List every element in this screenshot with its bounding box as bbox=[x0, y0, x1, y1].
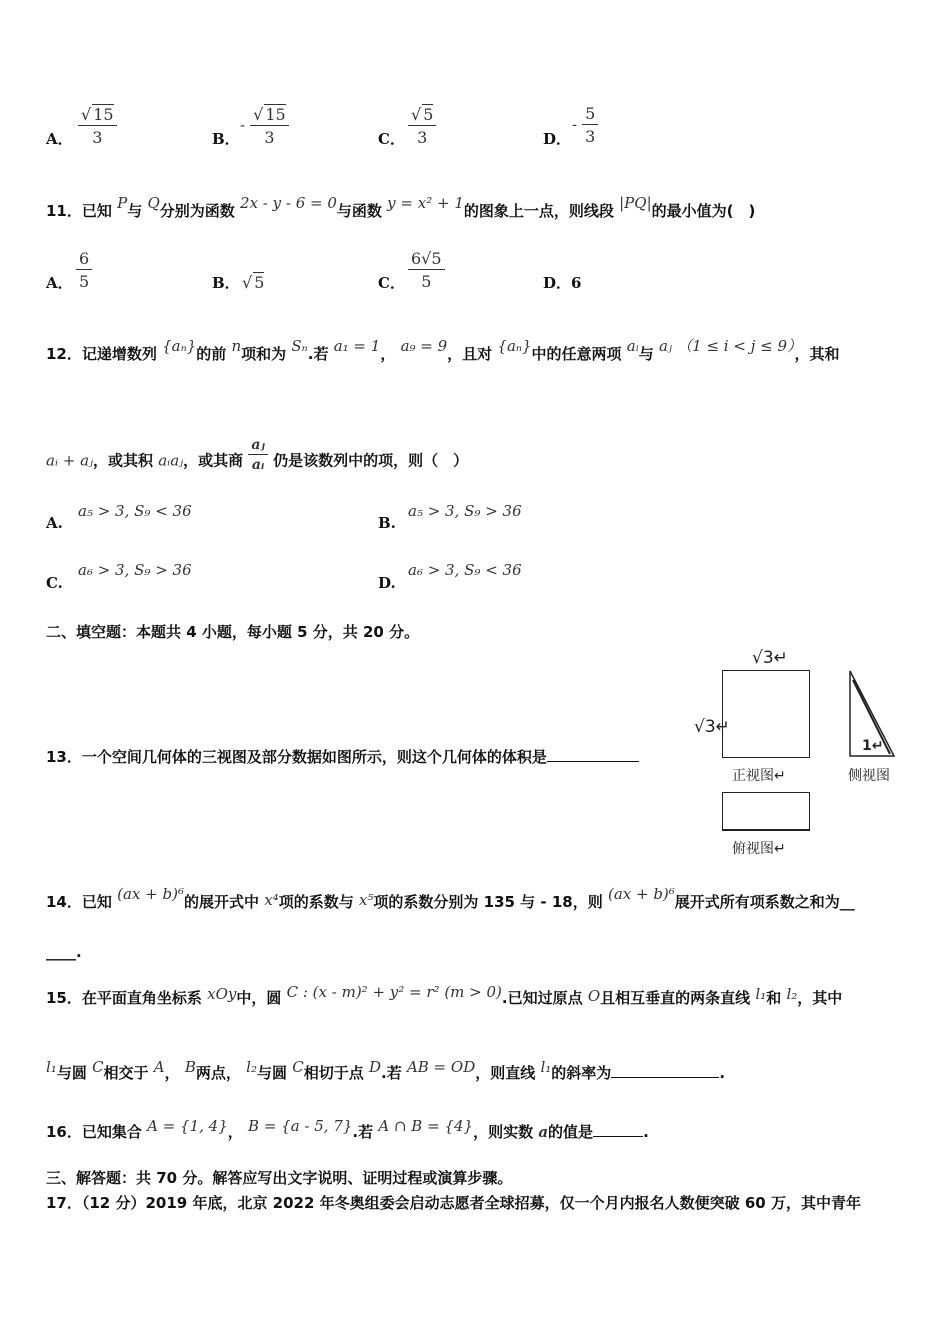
math: x⁵ bbox=[358, 891, 374, 909]
denominator: aᵢ bbox=[251, 457, 265, 473]
q10-option-d bbox=[543, 128, 571, 149]
front-view-height-label: √3↵ bbox=[694, 717, 730, 737]
option-label: D． bbox=[543, 130, 572, 148]
q11-option-a-value bbox=[76, 249, 92, 291]
section-heading-fill-in: 二、填空题：本题共 4 小题，每小题 5 分，共 20 分。 bbox=[46, 623, 420, 641]
question-number: 11． bbox=[46, 202, 82, 220]
math: A bbox=[153, 1058, 165, 1076]
q14-answer-blank: ____. bbox=[46, 943, 82, 961]
q11-option-b-value: √ 5 bbox=[242, 273, 265, 292]
text: .若 bbox=[381, 1064, 402, 1082]
q10-option-c-value: $\frac{√ 5}{3}$ bbox=[408, 104, 436, 147]
text: .若 bbox=[307, 345, 329, 363]
math: y = x² + 1 bbox=[387, 194, 464, 212]
text: . bbox=[643, 1123, 649, 1141]
text: 已知 bbox=[81, 202, 112, 220]
math: Sₙ bbox=[291, 337, 308, 355]
option-label: B． bbox=[212, 130, 240, 148]
numerator: 5 bbox=[582, 104, 598, 125]
math: x⁴ bbox=[264, 891, 279, 909]
math: l₁ bbox=[540, 1058, 552, 1076]
numerator: 6√5 bbox=[408, 249, 445, 270]
q15-stem-line1 bbox=[46, 983, 843, 1008]
math: （1 ≤ i < j ≤ 9） bbox=[677, 337, 795, 355]
math: 2x - y - 6 = 0 bbox=[240, 194, 337, 212]
math: l₁ bbox=[46, 1058, 57, 1076]
answer-blank bbox=[593, 1122, 643, 1137]
section-heading-solutions: 三、解答题：共 70 分。解答应写出文字说明、证明过程或演算步骤。 bbox=[46, 1169, 513, 1187]
option-label: D．6 bbox=[543, 274, 582, 292]
text: 在平面直角坐标系 bbox=[81, 989, 202, 1007]
text: ，或其商 bbox=[183, 451, 244, 470]
text: 相切于点 bbox=[303, 1064, 364, 1082]
text: 已知集合 bbox=[81, 1123, 142, 1141]
q12-option-a bbox=[46, 514, 63, 532]
q10-option-d-value bbox=[572, 104, 598, 146]
text: 仍是该数列中的项，则（ ） bbox=[273, 451, 469, 470]
text: 的值是 bbox=[548, 1123, 594, 1141]
question-number: 16． bbox=[46, 1123, 82, 1141]
math: {aₙ} bbox=[497, 337, 532, 355]
text: 与圆 bbox=[56, 1064, 87, 1082]
q11-stem bbox=[46, 194, 756, 221]
q12-option-d-value: a₆ > 3, S₉ < 36 bbox=[408, 561, 522, 579]
math: A = {1, 4} bbox=[147, 1117, 228, 1135]
q11-option-c bbox=[378, 272, 405, 293]
text: 的最小值为( ) bbox=[651, 202, 756, 220]
q10-option-a-value: $\frac{√ 15}{3}$ bbox=[78, 104, 117, 147]
denominator: 3 bbox=[585, 127, 596, 146]
text: 分别为函数 bbox=[159, 202, 235, 220]
text: 相交于 bbox=[103, 1064, 149, 1082]
front-view-width-label: √3↵ bbox=[752, 648, 788, 668]
text: 中的任意两项 bbox=[531, 345, 622, 363]
option-label: C． bbox=[378, 130, 405, 148]
math: aᵢ bbox=[626, 337, 639, 355]
denominator: 5 bbox=[79, 272, 90, 291]
text: （12 分）2019 年底，北京 2022 年冬奥组委会启动志愿者全球招募，仅一个月内报名人数便突破 60 万，其中青年 bbox=[81, 1194, 861, 1212]
math: aᵢaⱼ bbox=[158, 451, 184, 470]
numerator: 5 bbox=[423, 105, 434, 124]
denominator: 3 bbox=[92, 128, 103, 147]
q11-option-b bbox=[212, 272, 240, 293]
math: D bbox=[368, 1058, 381, 1076]
q12-option-b bbox=[378, 514, 396, 532]
text: 和 bbox=[766, 989, 782, 1007]
option-label: A． bbox=[46, 274, 73, 292]
math: l₂ bbox=[786, 985, 798, 1003]
text: 与函数 bbox=[336, 202, 382, 220]
math: (ax + b)⁶ bbox=[607, 885, 675, 903]
question-number: 14． bbox=[46, 893, 82, 911]
math: C bbox=[92, 1058, 104, 1076]
text: ， bbox=[164, 1064, 180, 1082]
answer-blank bbox=[611, 1063, 719, 1078]
numerator: 6 bbox=[76, 249, 92, 270]
text: 两点， bbox=[195, 1064, 241, 1082]
math: n bbox=[231, 337, 242, 355]
q12-stem-line1 bbox=[46, 337, 840, 364]
q10-option-b-value: - $\frac{√ 15}{3}$ bbox=[240, 104, 289, 147]
math: B = {a - 5, 7} bbox=[248, 1117, 353, 1135]
text: 与圆 bbox=[256, 1064, 287, 1082]
q16-stem bbox=[46, 1117, 649, 1142]
radicand: 5 bbox=[254, 273, 265, 292]
question-number: 13． bbox=[46, 748, 82, 766]
denominator: 3 bbox=[264, 128, 275, 147]
q12-option-a-value: a₅ > 3, S₉ < 36 bbox=[78, 502, 192, 520]
text: 中，圆 bbox=[236, 989, 282, 1007]
text: 的图象上一点，则线段 bbox=[463, 202, 614, 220]
math: C : (x - m)² + y² = r² (m > 0) bbox=[286, 983, 502, 1001]
option-label: D. bbox=[378, 574, 396, 592]
math: O bbox=[587, 987, 601, 1005]
text: 与 bbox=[127, 202, 143, 220]
text: ，其中 bbox=[797, 989, 843, 1007]
front-view-square bbox=[722, 670, 810, 758]
q10-option-b bbox=[212, 128, 240, 149]
option-label: B. bbox=[378, 514, 396, 532]
math: {aₙ} bbox=[162, 337, 197, 355]
top-view-rectangle bbox=[722, 792, 810, 831]
option-label: B． bbox=[212, 274, 240, 292]
text: ，或其积 bbox=[92, 451, 153, 470]
text: 项的系数分别为 135 与 - 18，则 bbox=[373, 893, 603, 911]
math: xOy bbox=[207, 985, 237, 1003]
q12-stem-line2 bbox=[46, 437, 469, 479]
math: aᵢ + aⱼ bbox=[46, 451, 93, 470]
text: 与 bbox=[638, 345, 654, 363]
minus-sign: - bbox=[240, 116, 246, 134]
q13-stem bbox=[46, 746, 639, 767]
option-label: A. bbox=[46, 514, 63, 532]
text: 的展开式中 bbox=[183, 893, 259, 911]
numerator: 15 bbox=[93, 105, 114, 124]
math: A ∩ B = {4} bbox=[378, 1117, 474, 1135]
option-label: A． bbox=[46, 130, 73, 148]
text: 展开式所有项系数之和为__ bbox=[674, 893, 855, 911]
math: P bbox=[117, 194, 128, 212]
text: 项和为 bbox=[241, 345, 287, 363]
text: . bbox=[719, 1064, 726, 1082]
math: a₁ = 1 bbox=[333, 337, 381, 355]
text: ，则实数 bbox=[473, 1123, 534, 1141]
math: B bbox=[184, 1058, 196, 1076]
top-view-caption: 俯视图↵ bbox=[732, 841, 786, 857]
q10-option-c bbox=[378, 128, 405, 149]
question-number: 12． bbox=[46, 345, 82, 363]
math: a₉ = 9 bbox=[400, 337, 448, 355]
option-label: C. bbox=[46, 574, 63, 592]
q12-option-c bbox=[46, 574, 63, 592]
q15-stem-line2 bbox=[46, 1058, 726, 1083]
numerator: aⱼ bbox=[248, 437, 267, 455]
math: (ax + b)⁶ bbox=[117, 885, 184, 903]
text: 记递增数列 bbox=[81, 345, 157, 363]
math: aⱼ bbox=[659, 337, 672, 355]
text: ，其和 bbox=[794, 345, 840, 363]
math: AB = OD bbox=[406, 1058, 476, 1076]
q12-option-d bbox=[378, 574, 396, 592]
math: C bbox=[292, 1058, 304, 1076]
text: ， bbox=[227, 1123, 243, 1141]
text: 已知 bbox=[81, 893, 112, 911]
question-number: 15． bbox=[46, 989, 82, 1007]
text: 且相互垂直的两条直线 bbox=[600, 989, 751, 1007]
math: Q bbox=[147, 194, 160, 212]
side-view-base-label: 1↵ bbox=[862, 738, 884, 754]
q12-option-c-value: a₆ > 3, S₉ > 36 bbox=[78, 561, 192, 579]
denominator: 5 bbox=[421, 272, 432, 291]
math: l₁ bbox=[755, 985, 767, 1003]
math: |PQ| bbox=[619, 194, 652, 212]
text: ，则直线 bbox=[475, 1064, 536, 1082]
text: ，且对 bbox=[447, 345, 493, 363]
math: a bbox=[538, 1123, 549, 1141]
text: .若 bbox=[352, 1123, 374, 1141]
text: 项的系数与 bbox=[278, 893, 354, 911]
q17-stem bbox=[46, 1192, 861, 1213]
side-view-caption: 侧视图 bbox=[848, 768, 890, 784]
numerator: 15 bbox=[265, 105, 286, 124]
text: 的斜率为 bbox=[551, 1064, 612, 1082]
option-label: C． bbox=[378, 274, 405, 292]
text: 的前 bbox=[196, 345, 227, 363]
q11-option-d bbox=[543, 272, 581, 293]
denominator: 3 bbox=[417, 128, 428, 147]
text: .已知过原点 bbox=[501, 989, 583, 1007]
q14-stem bbox=[46, 885, 855, 912]
q12-option-b-value: a₅ > 3, S₉ > 36 bbox=[408, 502, 522, 520]
question-number: 17． bbox=[46, 1194, 82, 1212]
answer-blank bbox=[547, 747, 639, 762]
text: 一个空间几何体的三视图及部分数据如图所示，则这个几何体的体积是 bbox=[81, 748, 547, 766]
q10-option-a bbox=[46, 128, 73, 149]
minus-sign: - bbox=[572, 115, 578, 134]
q11-option-c-value bbox=[408, 249, 445, 291]
text: ， bbox=[380, 345, 396, 363]
front-view-caption: 正视图↵ bbox=[732, 768, 786, 784]
q11-option-a bbox=[46, 272, 73, 293]
math: l₂ bbox=[246, 1058, 257, 1076]
